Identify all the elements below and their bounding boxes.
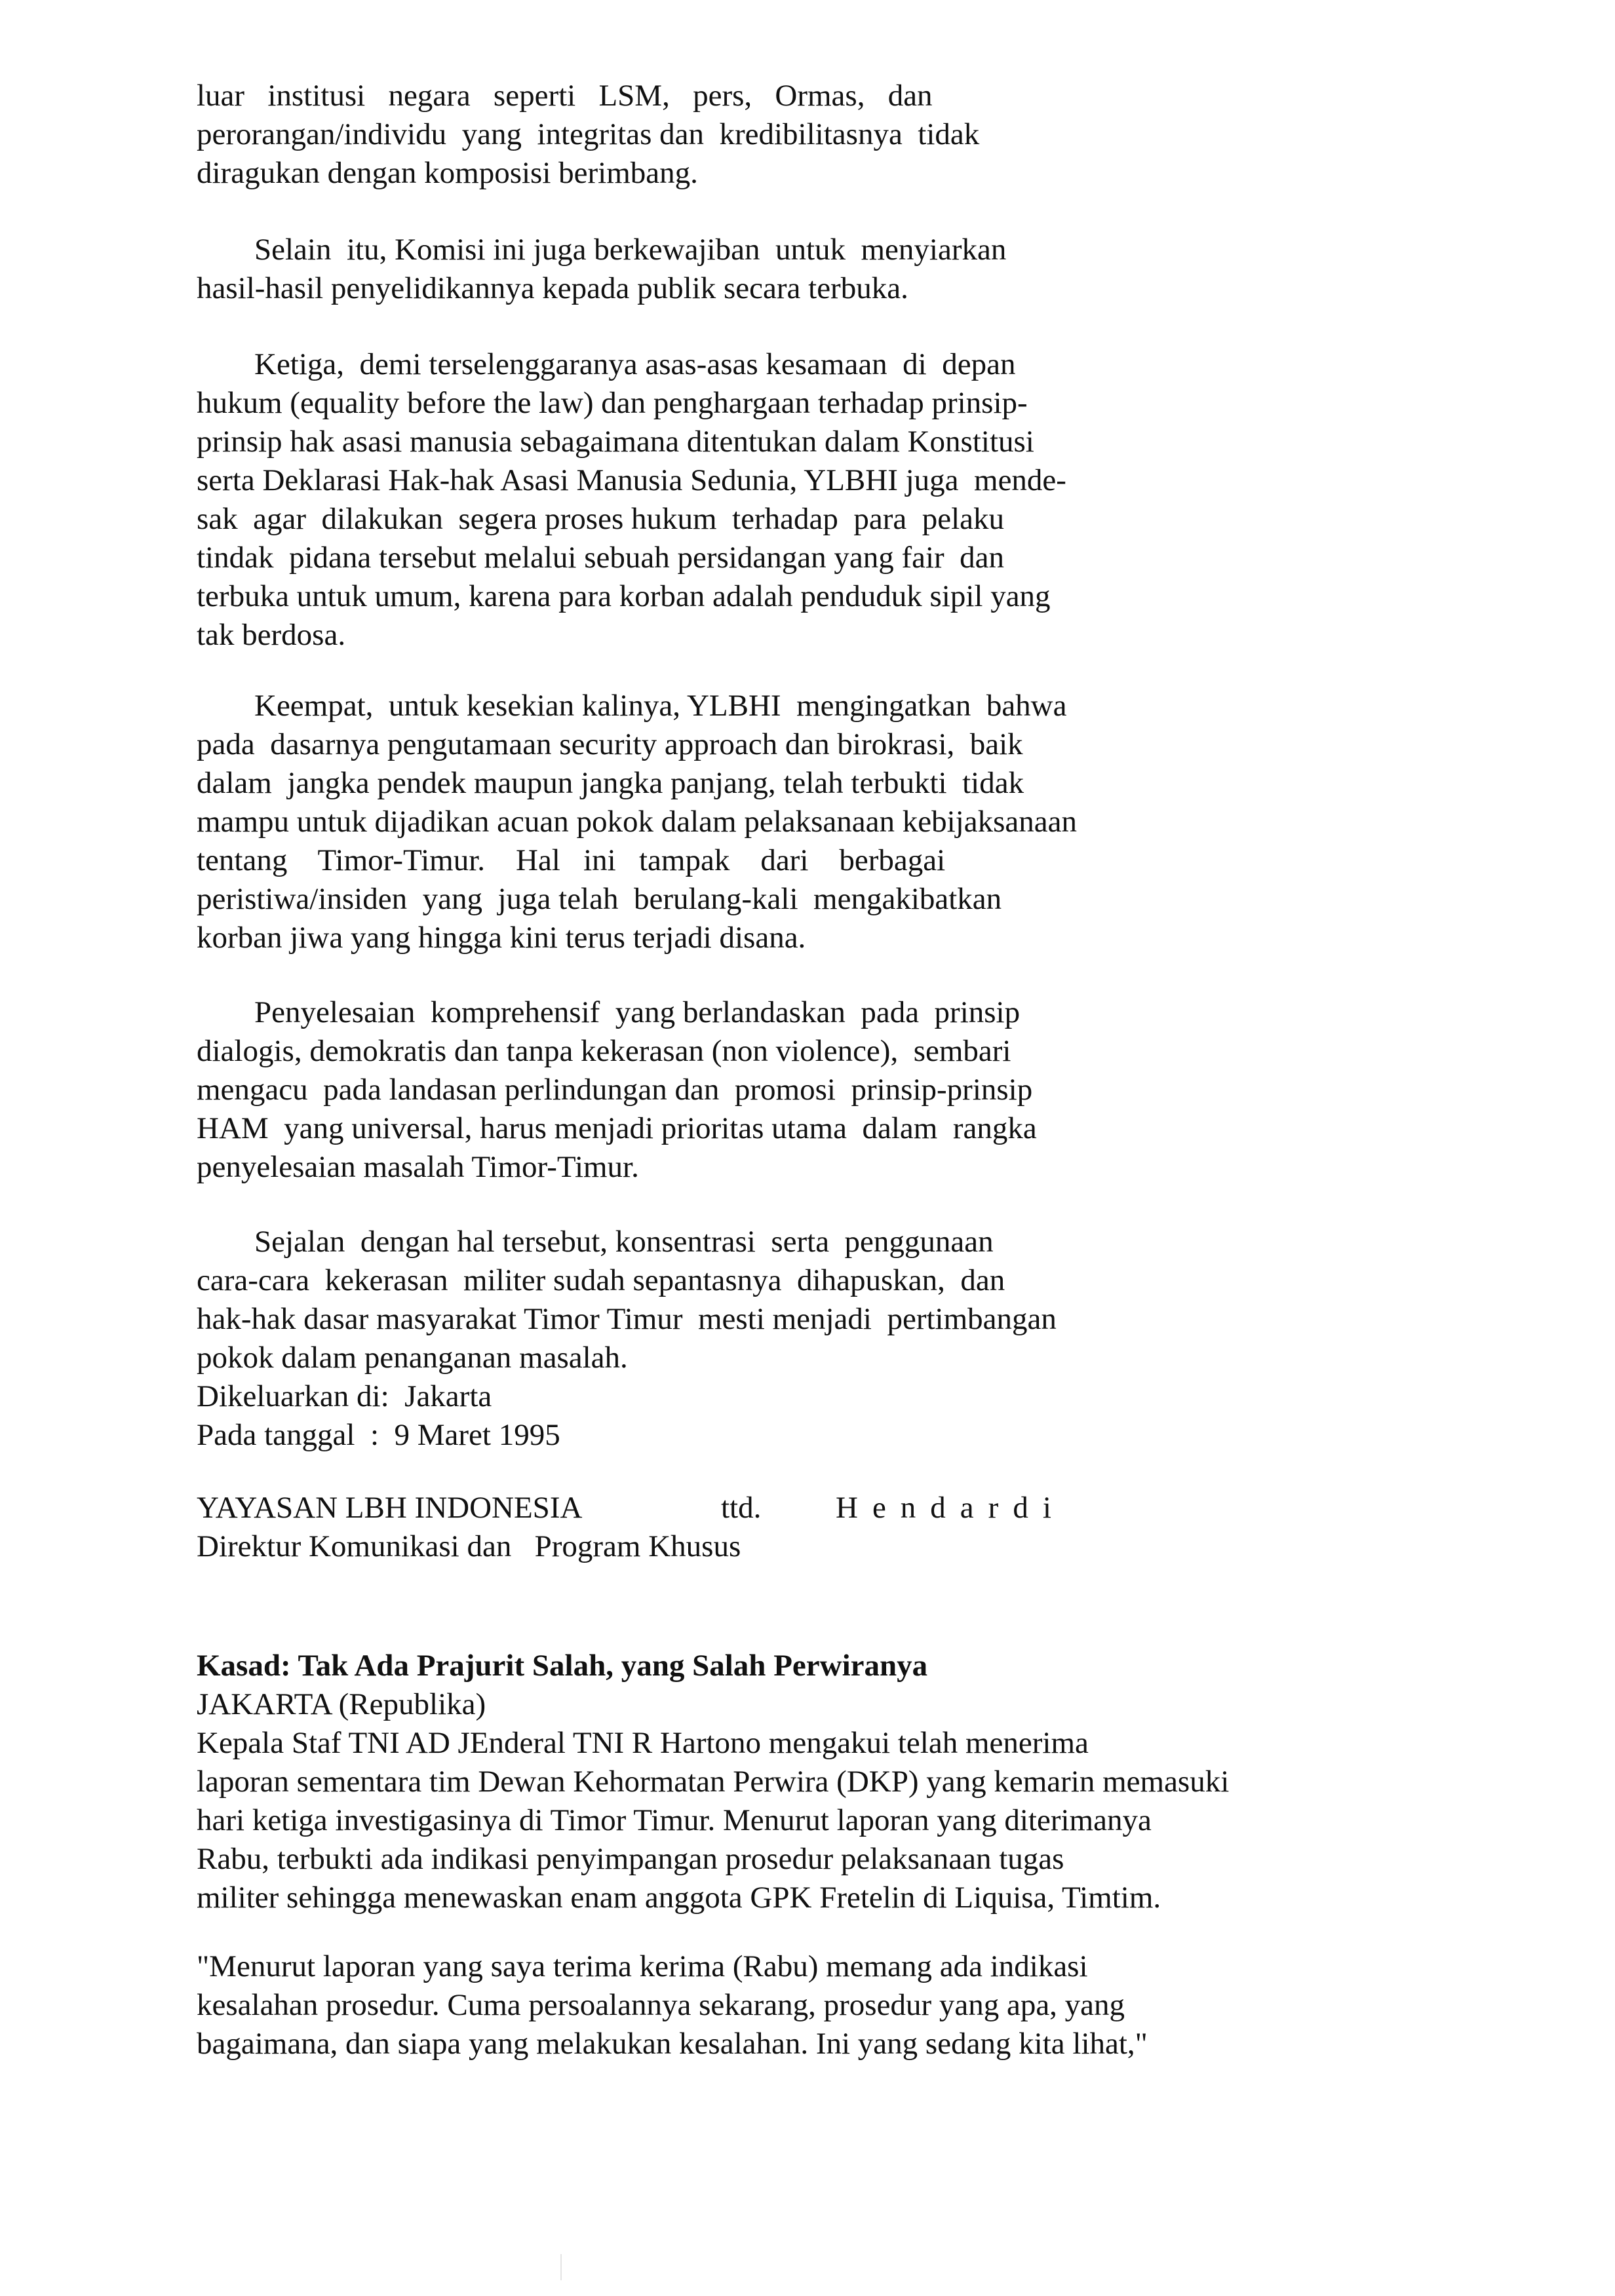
paragraph-2 [197,231,1376,308]
text-line: hukum (equality before the law) dan penghargaan terhadap prinsip- [197,386,1028,420]
text-line: cara-cara kekerasan militer sudah sepantasnya dihapuskan, dan [197,1263,1005,1297]
text-line: dialogis, demokratis dan tanpa kekerasan (non violence), sembari [197,1034,1011,1068]
signature-line [197,1489,1376,1527]
text-line: Selain itu, Komisi ini juga berkewajiban untuk menyiarkan [254,233,1007,267]
text-line: terbuka untuk umum, karena para korban adalah penduduk sipil yang [197,579,1051,613]
signature-org: YAYASAN LBH INDONESIA [197,1491,583,1525]
signature-title: Direktur Komunikasi dan Program Khusus [197,1529,741,1563]
text-line: militer sehingga menewaskan enam anggota GPK Fretelin di Liquisa, Timtim. [197,1881,1161,1915]
text-line: dalam jangka pendek maupun jangka panjang, telah terbukti tidak [197,766,1024,800]
text-line: Ketiga, demi terselenggaranya asas-asas kesamaan di depan [254,347,1016,381]
text-line: tak berdosa. [197,618,346,652]
text-line: perorangan/individu yang integritas dan kredibilitasnya tidak [197,117,980,151]
text-line: laporan sementara tim Dewan Kehormatan Perwira (DKP) yang kemarin memasuki [197,1765,1230,1799]
text-line: mampu untuk dijadikan acuan pokok dalam pelaksanaan kebijaksanaan [197,805,1077,839]
text-line: penyelesaian masalah Timor-Timur. [197,1150,639,1184]
article-quote [197,1947,1376,2063]
text-line: korban jiwa yang hingga kini terus terjadi disana. [197,921,806,955]
text-line: sak agar dilakukan segera proses hukum terhadap para pelaku [197,502,1004,536]
signature-ttd: ttd. [721,1491,762,1525]
text-line: prinsip hak asasi manusia sebagaimana ditentukan dalam Konstitusi [197,425,1034,459]
text-line: mengacu pada landasan perlindungan dan promosi prinsip-prinsip [197,1073,1033,1107]
paragraph-4 [197,687,1376,957]
text-line: peristiwa/insiden yang juga telah berulang-kali mengakibatkan [197,882,1002,916]
text-line: hasil-hasil penyelidikannya kepada publik secara terbuka. [197,271,908,305]
issued-place: Dikeluarkan di: Jakarta [197,1379,492,1413]
paragraph-1 [197,77,1376,193]
news-article [197,1647,1376,1917]
text-line: hari ketiga investigasinya di Timor Timur. Menurut laporan yang diterimanya [197,1803,1152,1837]
paragraph-6 [197,1223,1376,1455]
paragraph-3 [197,345,1376,655]
text-line: pokok dalam penanganan masalah. [197,1341,628,1375]
article-headline: Kasad: Tak Ada Prajurit Salah, yang Salah Perwiranya [197,1649,928,1683]
signature-title-block [197,1527,1376,1566]
text-line: luar institusi negara seperti LSM, pers, Ormas, dan [197,79,933,113]
text-line: Keempat, untuk kesekian kalinya, YLBHI mengingatkan bahwa [254,689,1067,723]
article-dateline: JAKARTA (Republika) [197,1687,486,1721]
paragraph-5 [197,993,1376,1187]
text-line: tindak pidana tersebut melalui sebuah persidangan yang fair dan [197,541,1005,575]
text-line: bagaimana, dan siapa yang melakukan kesalahan. Ini yang sedang kita lihat," [197,2027,1148,2061]
text-line: Kepala Staf TNI AD JEnderal TNI R Hartono mengakui telah menerima [197,1726,1089,1760]
text-line: Rabu, terbukti ada indikasi penyimpangan prosedur pelaksanaan tugas [197,1842,1064,1876]
text-line: tentang Timor-Timur. Hal ini tampak dari berbagai [197,843,946,877]
signature-name: Hendardi [836,1491,1066,1525]
issued-date: Pada tanggal : 9 Maret 1995 [197,1418,560,1452]
text-line: Sejalan dengan hal tersebut, konsentrasi serta penggunaan [254,1225,994,1259]
text-line: HAM yang universal, harus menjadi prioritas utama dalam rangka [197,1111,1037,1145]
text-line: pada dasarnya pengutamaan security approach dan birokrasi, baik [197,727,1023,761]
text-line: serta Deklarasi Hak-hak Asasi Manusia Sedunia, YLBHI juga mende- [197,463,1066,497]
text-line: "Menurut laporan yang saya terima kerima (Rabu) memang ada indikasi [197,1949,1088,1983]
text-line: Penyelesaian komprehensif yang berlandaskan pada prinsip [254,995,1021,1029]
text-line: hak-hak dasar masyarakat Timor Timur mesti menjadi pertimbangan [197,1302,1057,1336]
text-line: kesalahan prosedur. Cuma persoalannya sekarang, prosedur yang apa, yang [197,1988,1125,2022]
text-line: diragukan dengan komposisi berimbang. [197,156,698,190]
scan-artifact [560,2254,562,2280]
